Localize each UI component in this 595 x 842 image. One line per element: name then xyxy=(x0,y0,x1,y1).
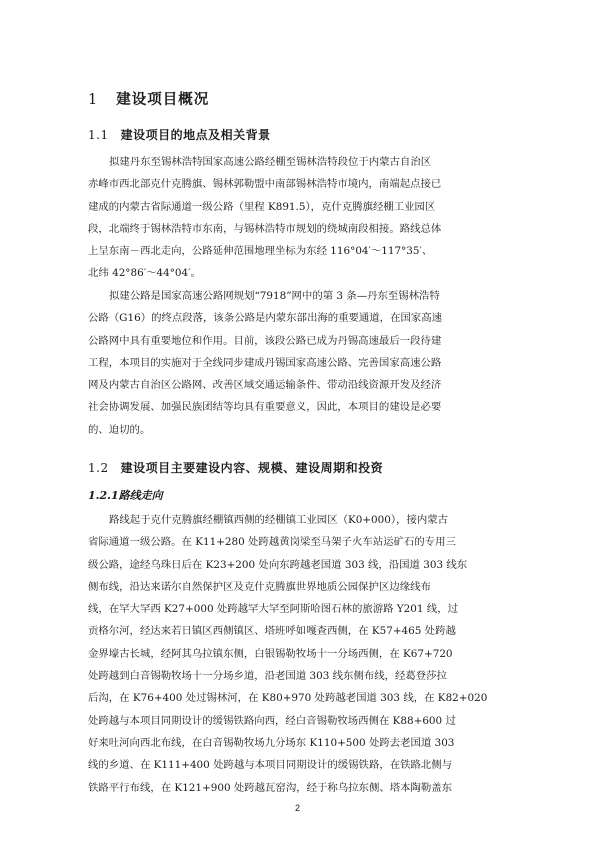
section-heading-1-1 xyxy=(88,126,271,143)
section-number: 1.2 xyxy=(88,461,109,475)
page-number: 2 xyxy=(294,803,300,813)
chapter-heading xyxy=(88,88,209,109)
chapter-number: 1 xyxy=(88,92,99,108)
text-line: 工程，本项目的实施对于全线同步建成丹锡国家高速公路、完善国家高速公路 xyxy=(88,356,442,369)
text-line: 公路（G16）的终点段落，该条公路是内蒙东部出海的重要通道，在国家高速 xyxy=(88,312,443,325)
text-line: 贡格尔河，经达来若日镇区西侧镇区、塔班呼如嘎查西侧，在 K57+465 处跨越 xyxy=(88,625,456,638)
text-line: 上呈东南－西北走向，公路延伸范围地理坐标为东经 116°04′～117°35′、 xyxy=(88,245,433,258)
text-line: 后沟，在 K76+400 处过锡林河，在 K80+970 处跨越老国道 303 线，在 K82+020 xyxy=(88,692,488,705)
paragraph-background xyxy=(88,285,508,441)
text-line: 处跨越到白音锡勒牧场十一分场乡道，沿老国道 303 线东侧布线，经葛登莎拉 xyxy=(88,670,447,683)
text-line: 网及内蒙古自治区公路网、改善区域交通运输条件、带动沿线资源开发及经济 xyxy=(88,379,442,392)
text-line: 段，北端终于锡林浩特市东南，与锡林浩特市规划的绕城南段相接。路线总体 xyxy=(88,222,442,235)
text-line: 拟建公路是国家高速公路网规划“7918”网中的第 3 条—丹东至锡林浩特 xyxy=(109,290,440,302)
text-line: 省际通道一级公路。在 K11+280 处跨越黄岗梁至马架子火车站运矿石的专用三 xyxy=(88,536,456,549)
subsection-number: 1.2.1 xyxy=(88,489,119,502)
text-line: 的、迫切的。 xyxy=(88,423,151,436)
text-line: 公路网中具有重要地位和作用。目前，该段公路已成为丹锡高速最后一段待建 xyxy=(88,334,442,347)
text-line: 路线起于克什克腾旗经棚镇西侧的经棚镇工业园区（K0+000），接内蒙古 xyxy=(109,514,449,526)
text-line: 线，在罕大罕西 K27+000 处跨越罕大罕至阿斯哈图石林的旅游路 Y201 线，过 xyxy=(88,603,458,616)
text-line: 级公路，途经乌珠日后在 K23+200 处向东跨越老国道 303 线，沿国道 303 线东 xyxy=(88,558,468,571)
text-line: 北纬 42°86′～44°04′。 xyxy=(88,267,201,280)
subsection-title: 路线走向 xyxy=(118,489,163,502)
text-line: 好来吐河向西北布线，在白音锡勒牧场九分场东 K110+500 处跨去老国道 303 xyxy=(88,736,455,749)
section-title: 建设项目的地点及相关背景 xyxy=(120,128,271,142)
text-line: 建成的内蒙古省际通道一级公路（里程 K891.5），克什克腾旗经棚工业园区 xyxy=(88,200,436,213)
text-line: 线的乡道、在 K111+400 处跨越与本项目同期设计的缓锡铁路，在铁路北侧与 xyxy=(88,759,453,772)
section-heading-1-2 xyxy=(88,459,383,476)
text-line: 处跨越与本项目同期设计的缓锡铁路向西，经白音锡勒牧场西侧在 K88+600 过 xyxy=(88,714,456,727)
text-line: 赤峰市西北部克什克腾旗、锡林郭勒盟中南部锡林浩特市境内，南端起点接已 xyxy=(88,178,442,191)
section-title: 建设项目主要建设内容、规模、建设周期和投资 xyxy=(120,461,384,475)
text-line: 金界壕古长城，经阿其乌拉镇东侧，白银锡勒牧场十一分场西侧，在 K67+720 xyxy=(88,647,453,660)
text-line: 社会协调发展、加强民族团结等均具有重要意义，因此，本项目的建设是必要 xyxy=(88,401,442,414)
paragraph-route xyxy=(88,509,508,799)
chapter-title: 建设项目概况 xyxy=(116,91,210,108)
text-line: 拟建丹东至锡林浩特国家高速公路经棚至锡林浩特段位于内蒙古自治区 xyxy=(109,156,432,168)
section-number: 1.1 xyxy=(88,128,109,142)
text-line: 侧布线，沿达来诺尔自然保护区及克什克腾旗世界地质公园保护区边缘线布 xyxy=(88,580,431,593)
text-line: 铁路平行布线，在 K121+900 处跨越瓦窑沟，经于称乌拉东侧、塔本陶勒盖东 xyxy=(88,781,453,794)
subsection-heading-1-2-1 xyxy=(88,487,166,503)
paragraph-location xyxy=(88,151,508,285)
